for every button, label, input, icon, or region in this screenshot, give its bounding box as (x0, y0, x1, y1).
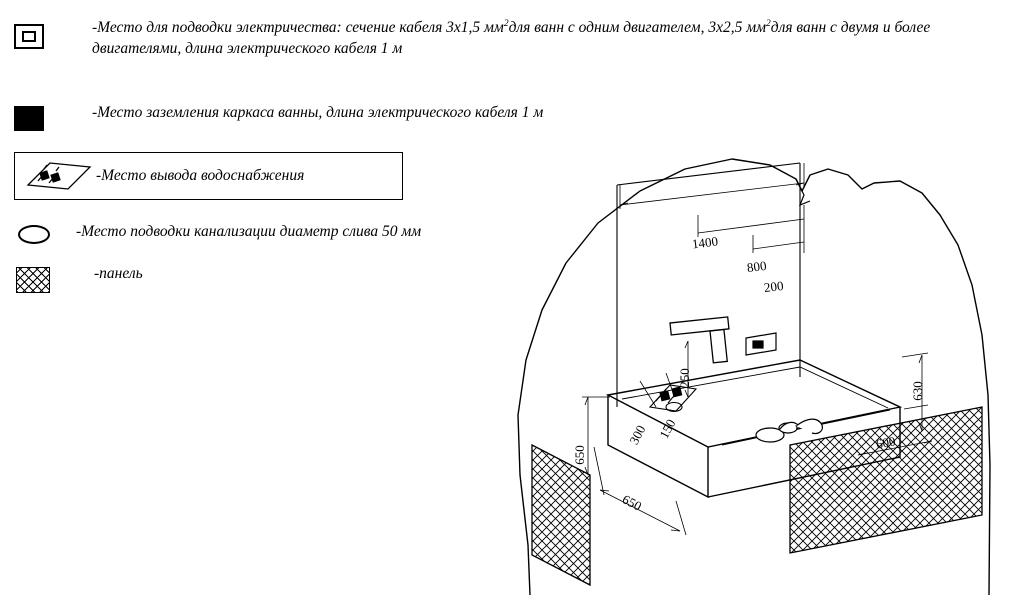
legend-electricity-sup1: 2 (503, 19, 509, 29)
dim-150: 150 (656, 416, 679, 441)
dim-650-left: 650 (571, 445, 587, 465)
legend-item-panel-label: -панель (94, 265, 143, 282)
dim-250: 250 (676, 368, 692, 388)
dim-800: 800 (746, 257, 768, 276)
dim-300: 300 (626, 422, 649, 447)
legend-electricity-text-before: -Место для подводки электричества: сечение кабеля 3х1,5 мм (92, 19, 504, 37)
hatch-panel-icon (16, 267, 50, 293)
legend-item-grounding (14, 103, 914, 131)
legend-item-drain-label: -Место подводки канализации диаметр слива 50 мм (76, 223, 422, 240)
filled-square-icon (14, 106, 44, 131)
bathtub-installation-drawing (470, 145, 1019, 597)
legend-item-water-label: -Место вывода водоснабжения (96, 167, 305, 184)
dim-1400: 1400 (691, 233, 719, 252)
legend-electricity-sup2: 2 (765, 19, 771, 29)
outlined-square-icon (14, 24, 44, 49)
isometric-bathroom-svg (470, 145, 1019, 597)
legend-electricity-text-mid: для ванн с одним двигателем, 3х2,5 мм (508, 19, 766, 37)
ellipse-icon (18, 225, 50, 244)
dim-630: 630 (909, 381, 925, 401)
dim-200: 200 (763, 277, 785, 296)
legend-item-grounding-label: -Место заземления каркаса ванны, длина электрического кабеля 1 м (92, 104, 544, 121)
water-outlet-icon (20, 155, 98, 197)
dim-600: 600 (874, 433, 897, 452)
legend-item-electricity-label (92, 18, 937, 60)
legend-item-electricity (14, 18, 944, 60)
legend-electricity-text-after: для ванн с двумя и более двигателями, длина электрического кабеля 1 м (92, 19, 935, 58)
dim-650-bottom: 650 (619, 491, 645, 514)
